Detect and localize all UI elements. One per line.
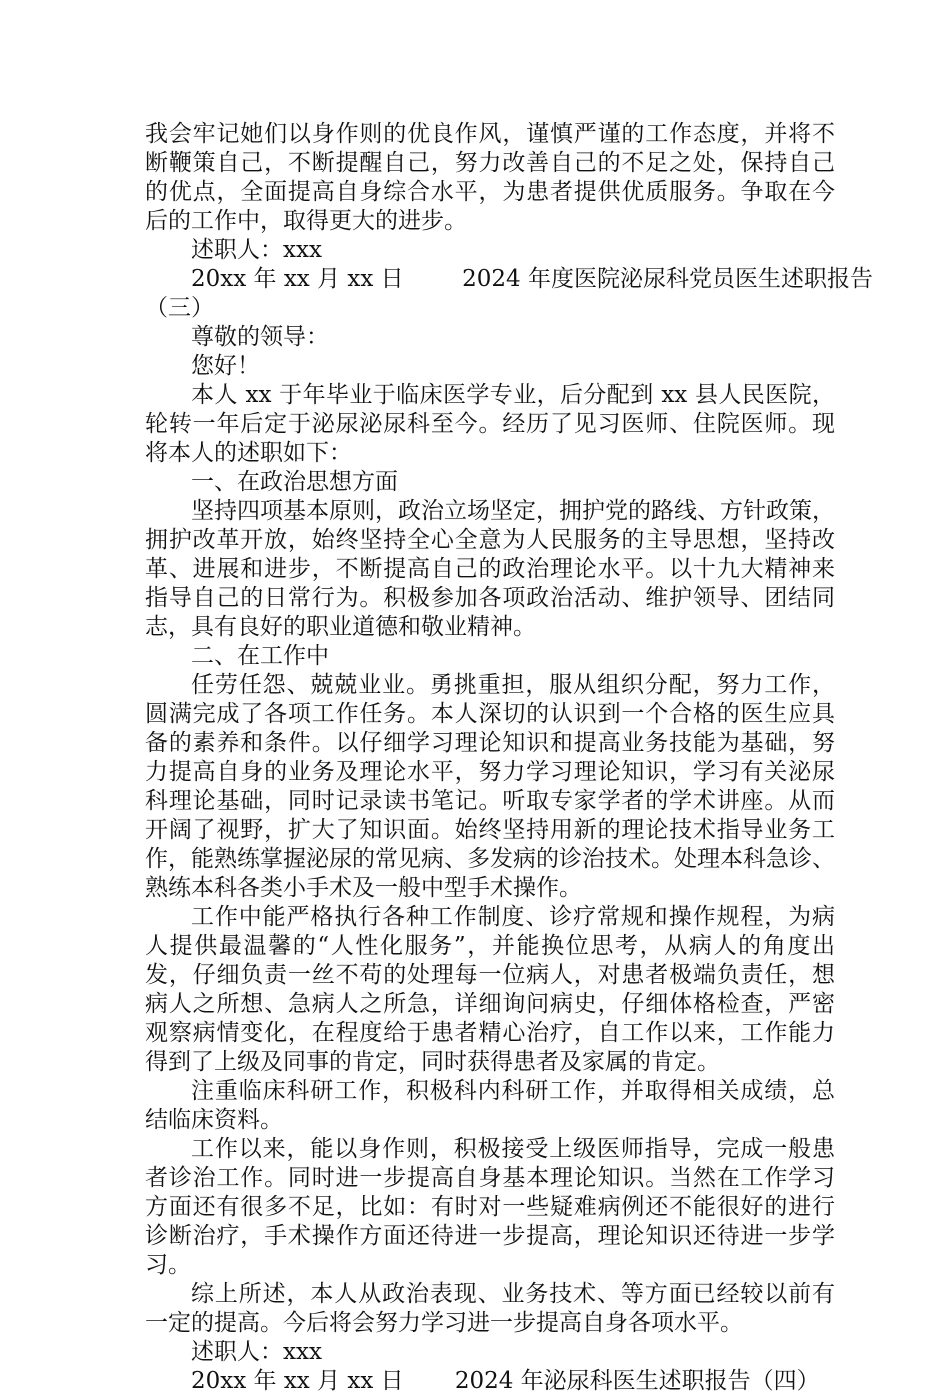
- text-line: 病人之所想、急病人之所急，详细询问病史，仔细体格检查，严密: [145, 991, 835, 1017]
- text-line: 得到了上级及同事的肯定，同时获得患者及家属的肯定。: [145, 1049, 720, 1075]
- text-line: 人提供最温馨的“人性化服务”，并能换位思考，从病人的角度出: [145, 933, 835, 959]
- text-line: 习。: [145, 1252, 191, 1278]
- text-line: 二、在工作中: [191, 643, 329, 669]
- text-line: 您好！: [191, 353, 260, 379]
- text-line: 轮转一年后定于泌尿泌尿科至今。经历了见习医师、住院医师。现: [145, 411, 835, 437]
- text-line: 观察病情变化，在程度给于患者精心治疗，自工作以来，工作能力: [145, 1020, 835, 1046]
- text-line: 述职人：xxx: [191, 237, 322, 263]
- text-line: 革、进展和进步，不断提高自己的政治理论水平。以十九大精神来: [145, 556, 835, 582]
- text-line: 圆满完成了各项工作任务。本人深切的认识到一个合格的医生应具: [145, 701, 835, 727]
- text-line: 结临床资料。: [145, 1107, 283, 1133]
- text-line: 一、在政治思想方面: [191, 469, 398, 495]
- text-line: 断鞭策自己，不断提醒自己，努力改善自己的不足之处，保持自己: [145, 150, 835, 176]
- text-line: 者诊治工作。同时进一步提高自身基本理论知识。当然在工作学习: [145, 1165, 835, 1191]
- text-line: 工作中能严格执行各种工作制度、诊疗常规和操作规程，为病: [191, 904, 835, 930]
- text-line: 述职人：xxx: [191, 1339, 322, 1365]
- document-body: [145, 120, 873, 1396]
- text-line: 科理论基础，同时记录读书笔记。听取专家学者的学术讲座。从而: [145, 788, 835, 814]
- text-line: 我会牢记她们以身作则的优良作风，谨慎严谨的工作态度，并将不: [145, 121, 835, 147]
- text-line: 作，能熟练掌握泌尿的常见病、多发病的诊治技术。处理本科急诊、: [145, 846, 835, 872]
- text-line: 的优点，全面提高自身综合水平，为患者提供优质服务。争取在今: [145, 179, 835, 205]
- text-line: 综上所述，本人从政治表现、业务技术、等方面已经较以前有: [191, 1281, 835, 1307]
- text-line: 20xx 年 xx 月 xx 日 2024 年度医院泌尿科党员医生述职报告: [191, 266, 873, 292]
- text-line: 力提高自身的业务及理论水平，努力学习理论知识，学习有关泌尿: [145, 759, 835, 785]
- text-line: 将本人的述职如下：: [145, 440, 352, 466]
- text-line: 拥护改革开放，始终坚持全心全意为人民服务的主导思想，坚持改: [145, 527, 835, 553]
- text-line: 发，仔细负责一丝不苟的处理每一位病人，对患者极端负责任，想: [145, 962, 835, 988]
- text-line: 注重临床科研工作，积极科内科研工作，并取得相关成绩，总: [191, 1078, 835, 1104]
- text-line: 工作以来，能以身作则，积极接受上级医师指导，完成一般患: [191, 1136, 835, 1162]
- text-line: 志，具有良好的职业道德和敬业精神。: [145, 614, 536, 640]
- text-line: 尊敬的领导：: [191, 324, 329, 350]
- text-line: 20xx 年 xx 月 xx 日 2024 年泌尿科医生述职报告（四）: [191, 1368, 820, 1394]
- text-line: （三）: [145, 295, 214, 321]
- text-line: 开阔了视野，扩大了知识面。始终坚持用新的理论技术指导业务工: [145, 817, 835, 843]
- text-line: 一定的提高。今后将会努力学习进一步提高自身各项水平。: [145, 1310, 743, 1336]
- text-line: 任劳任怨、兢兢业业。勇挑重担，服从组织分配，努力工作，: [191, 672, 835, 698]
- text-line: 本人 xx 于年毕业于临床医学专业，后分配到 xx 县人民医院，: [191, 382, 835, 408]
- text-line: 坚持四项基本原则，政治立场坚定，拥护党的路线、方针政策，: [191, 498, 835, 524]
- text-line: 后的工作中，取得更大的进步。: [145, 208, 467, 234]
- text-line: 备的素养和条件。以仔细学习理论知识和提高业务技能为基础，努: [145, 730, 835, 756]
- text-line: 指导自己的日常行为。积极参加各项政治活动、维护领导、团结同: [145, 585, 835, 611]
- text-line: 熟练本科各类小手术及一般中型手术操作。: [145, 875, 582, 901]
- text-line: 诊断治疗，手术操作方面还待进一步提高，理论知识还待进一步学: [145, 1223, 835, 1249]
- text-line: 方面还有很多不足，比如：有时对一些疑难病例还不能很好的进行: [145, 1194, 835, 1220]
